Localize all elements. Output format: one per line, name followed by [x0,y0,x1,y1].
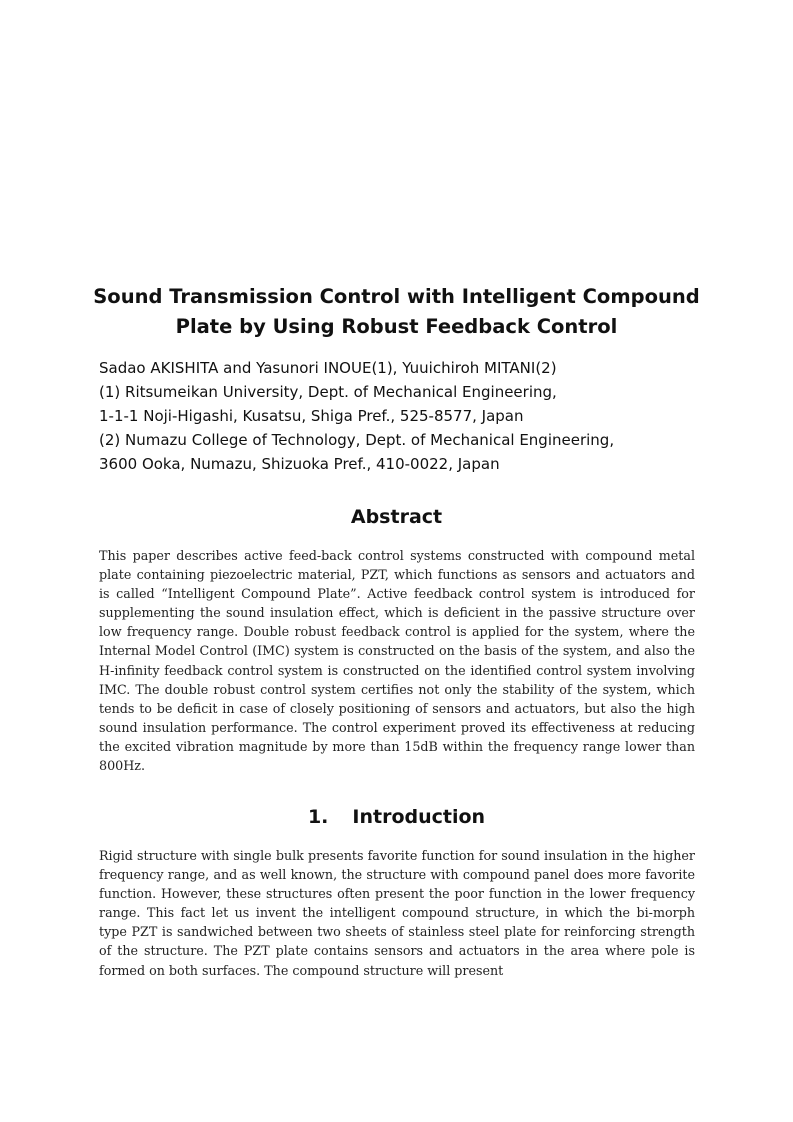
affiliation-line: (1) Ritsumeikan University, Dept. of Mechanical Engineering, [99,383,557,401]
affiliation-line: (2) Numazu College of Technology, Dept. of Mechanical Engineering, [99,431,615,449]
section-title: Introduction [352,806,486,828]
abstract-heading: Abstract [350,506,443,528]
address-line: 1-1-1 Noji-Higashi, Kusatsu, Shiga Pref., 525-8577, Japan [99,407,524,425]
address-line: 3600 Ooka, Numazu, Shizuoka Pref., 410-0022, Japan [99,455,500,473]
introduction-heading [0,806,793,828]
section-number: 1. [307,806,329,828]
author-line: Sadao AKISHITA and Yasunori INOUE(1), Yuuichiroh MITANI(2) [99,359,557,377]
author-affiliations [99,356,719,476]
abstract-text: This paper describes active feed-back control systems constructed with compound metal plate containing piezoelectric material, PZT, which functions as sensors and actuators and is called “Intelligent Compound Plate”. Active feedback control system is introduced for supplementing the sound insulation effect, which is deficient in the passive structure over low frequency range. Double robust feedback control is applied for the system, where the Internal Model Control (IMC) system is constructed on the basis of the system, and also the H-infinity feedback control system is constructed on the identified control system involving IMC. The double robust control system certifies not only the stability of the system, which tends to be deficit in case of closely positioning of sensors and actuators, but also the high sound insulation performance. The control experiment proved its effectiveness at reducing the excited vibration magnitude by more than 15dB within the frequency range lower than 800Hz. [99,548,695,774]
title-line-2: Plate by Using Robust Feedback Control [175,315,618,338]
paper-title [0,282,793,342]
introduction-text: Rigid structure with single bulk presents favorite function for sound insulation in the higher frequency range, and as well known, the structure with compound panel does more favorite function. However, these structures often present the poor function in the lower frequency range. This fact let us invent the intelligent compound structure, in which the bi-morph type PZT is sandwiched between two sheets of stainless steel plate for reinforcing strength of the structure. The PZT plate contains sensors and actuators in the area where pole is formed on both surfaces. The compound structure will present [99,848,695,978]
title-line-1: Sound Transmission Control with Intelligent Compound [93,285,700,308]
